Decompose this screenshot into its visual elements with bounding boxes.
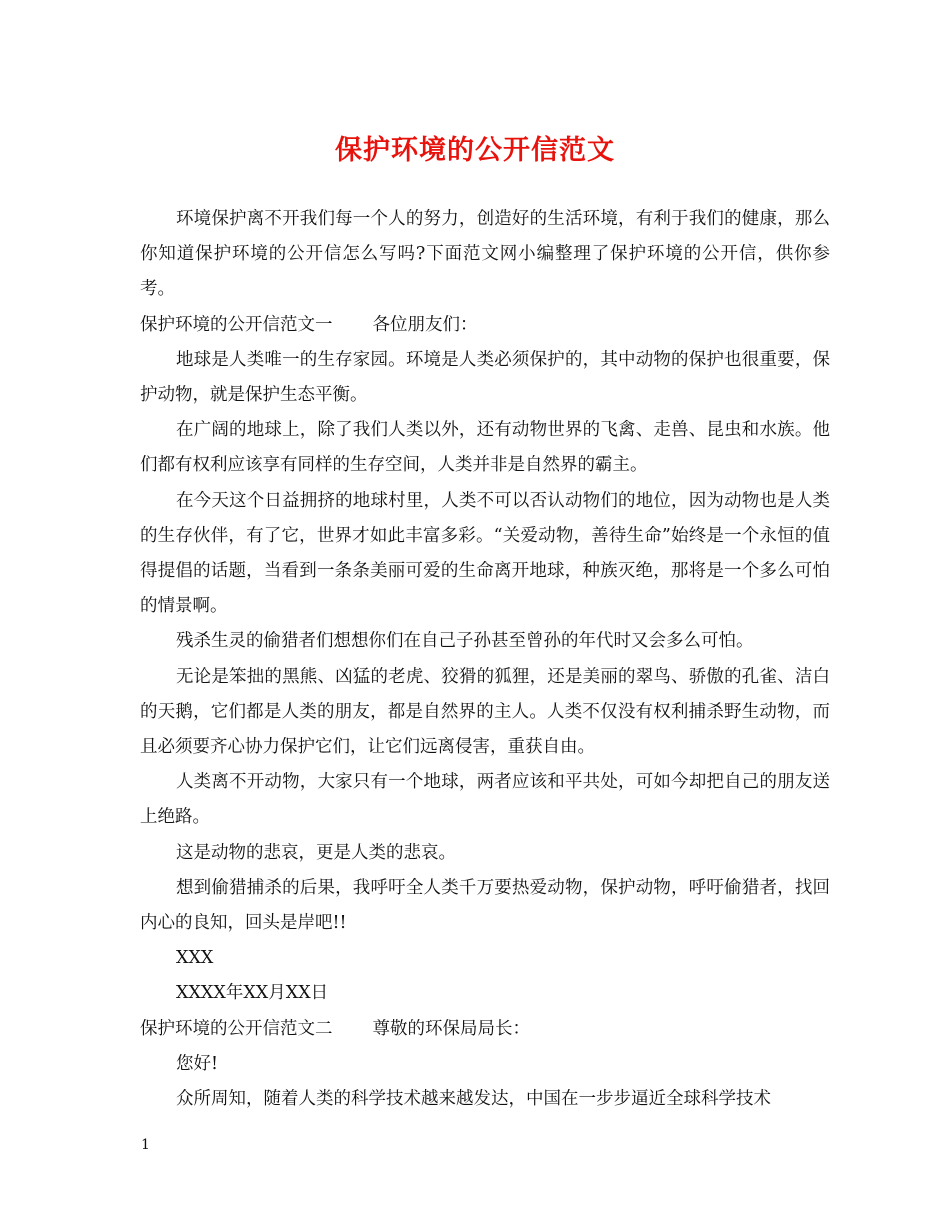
section-heading-1 [140, 308, 830, 343]
document-title: 保护环境的公开信范文 [335, 135, 615, 166]
page-number: 1 [141, 1137, 150, 1153]
paragraph-2: 在广阔的地球上，除了我们人类以外，还有动物世界的飞禽、走兽、昆虫和水族。他们都有权利应该享有同样的生存空间，人类并非是自然界的霸主。 [140, 420, 830, 476]
greeting-1: 各位朋友们： [372, 314, 478, 335]
paragraph-1: 地球是人类唯一的生存家园。环境是人类必须保护的，其中动物的保护也很重要，保护动物，就是保护生态平衡。 [140, 349, 830, 406]
paragraph-7: 这是动物的悲哀，更是人类的悲哀。 [176, 842, 456, 863]
document-body [140, 202, 830, 1117]
paragraph-8: 想到偷猎捕杀的后果，我呼吁全人类千万要热爱动物，保护动物，呼吁偷猎者，找回内心的良知，回头是岸吧!! [140, 877, 830, 934]
paragraph-9: 众所周知，随着人类的科学技术越来越发达，中国在一步步逼近全球科学技术 [176, 1089, 771, 1110]
paragraph-6: 人类离不开动物，大家只有一个地球，两者应该和平共处，可如今却把自己的朋友送上绝路。 [140, 772, 830, 828]
section-heading-2 [140, 1012, 830, 1047]
heading-text-1: 保护环境的公开信范文一 [140, 314, 333, 335]
paragraph-3: 在今天这个日益拥挤的地球村里，人类不可以否认动物们的地位，因为动物也是人类的生存伙伴，有了它，世界才如此丰富多彩。“关爱动物，善待生命”始终是一个永恒的值得提倡的话题，当看到一条条美丽可爱的生命离开地球，种族灭绝，那将是一个多么可怕的情景啊。 [140, 490, 830, 617]
greeting-2: 尊敬的环保局局长： [372, 1018, 530, 1039]
heading-text-2: 保护环境的公开信范文二 [140, 1018, 333, 1039]
hello-line: 您好! [176, 1053, 219, 1074]
letter-date: XXXX年XX月XX日 [176, 983, 329, 1004]
intro-paragraph: 环境保护离不开我们每一个人的努力，创造好的生活环境，有利于我们的健康，那么你知道保护环境的公开信怎么写吗?下面范文网小编整理了保护环境的公开信，供你参考。 [140, 209, 830, 300]
signature: XXX [176, 948, 214, 969]
paragraph-4: 残杀生灵的偷猎者们想想你们在自己子孙甚至曾孙的年代时又会多么可怕。 [176, 631, 754, 652]
paragraph-5: 无论是笨拙的黑熊、凶猛的老虎、狡猾的狐狸，还是美丽的翠鸟、骄傲的孔雀、洁白的天鹅，它们都是人类的朋友，都是自然界的主人。人类不仅没有权利捕杀野生动物，而且必须要齐心协力保护它们，让它们远离侵害，重获自由。 [140, 666, 830, 758]
